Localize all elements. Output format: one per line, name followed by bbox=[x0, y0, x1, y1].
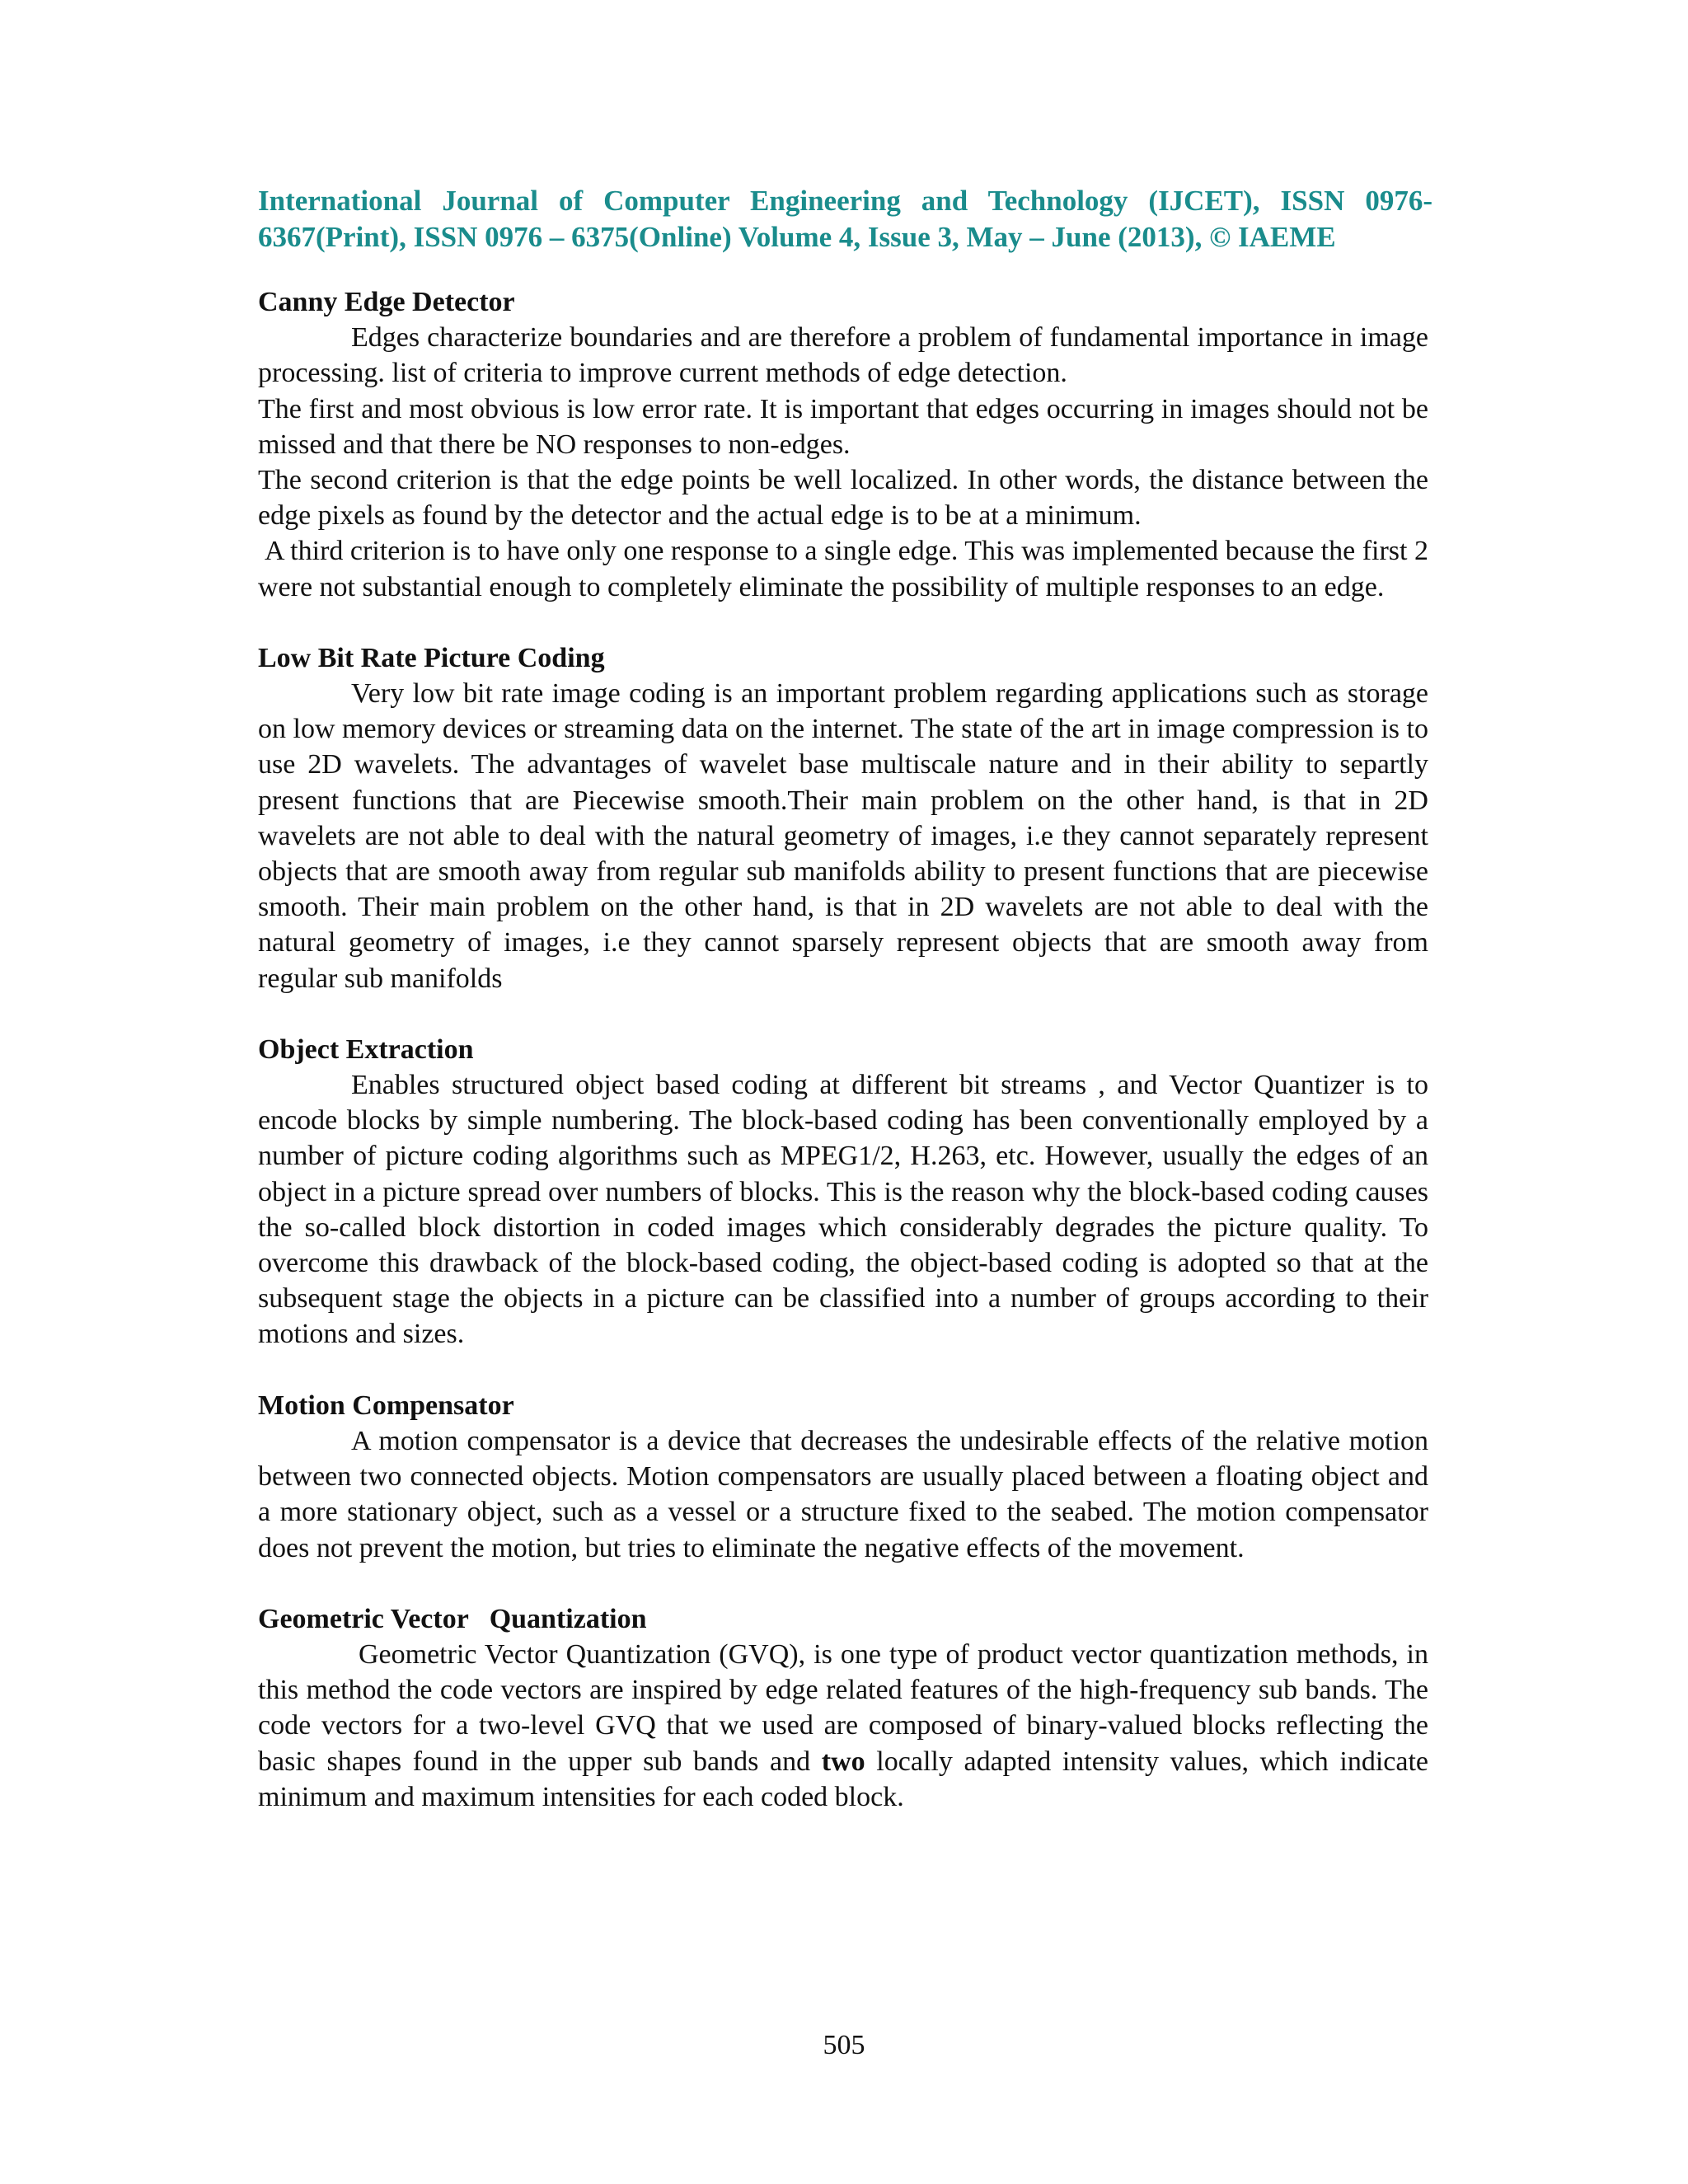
section-motion-compensator bbox=[258, 1388, 1428, 1566]
section-heading: Canny Edge Detector bbox=[258, 287, 515, 317]
section-heading: Object Extraction bbox=[258, 1033, 474, 1065]
paragraph: Very low bit rate image coding is an important problem regarding applications such as storage on low memory devices or streaming data on the internet. The state of the art in image compression is to use 2D wavelets. The advantages of wavelet base multiscale nature and in their ability to separtly present functions that are Piecewise smooth.Their main problem on the other hand, is that in 2D wavelets are not able to deal with the natural geometry of images, i.e they cannot separately represent objects that are smooth away from regular sub manifolds ability to present functions that are piecewise smooth. Their main problem on the other hand, is that in 2D wavelets are not able to deal with the natural geometry of images, i.e they cannot sparsely represent objects that are smooth away from regular sub manifolds bbox=[258, 678, 1428, 994]
paragraph: Edges characterize boundaries and are therefore a problem of fundamental importance in image processing. list of criteria to improve current methods of edge detection. bbox=[258, 322, 1428, 389]
page-number: 505 bbox=[823, 2030, 865, 2060]
bold-emphasis: two bbox=[821, 1746, 865, 1777]
article-body bbox=[258, 284, 1428, 1815]
paragraph: The second criterion is that the edge points be well localized. In other words, the distance between the edge pixels as found by the detector and the actual edge is to be at a minimum. bbox=[258, 465, 1428, 532]
section-canny-edge-detector bbox=[258, 284, 1428, 605]
paragraph-text: Geometric Vector Quantization (GVQ), is one type of product vector quantization methods, in this method the code vectors are inspired by edge related features of the high-frequency sub bands. The code vectors for a two-level GVQ that we used are composed of binary-valued blocks reflecting the basic shapes found in the upper sub bands and bbox=[258, 1638, 1428, 1777]
section-heading: Geometric Vector Quantization bbox=[258, 1603, 647, 1634]
paragraph: A third criterion is to have only one response to a single edge. This was implemented because the first 2 were not substantial enough to completely eliminate the possibility of multiple responses to an edge. bbox=[258, 536, 1428, 602]
journal-header: International Journal of Computer Engineering and Technology (IJCET), ISSN 0976-6367(Print), ISSN 0976 – 6375(Online) Volume 4, Issue 3, May – June (2013), © IAEME bbox=[258, 185, 1432, 253]
section-object-extraction bbox=[258, 1032, 1428, 1352]
paragraph: A motion compensator is a device that decreases the undesirable effects of the relative motion between two connected objects. Motion compensators are usually placed between a floating object and a more stationary object, such as a vessel or a structure fixed to the seabed. The motion compensator does not prevent the motion, but tries to eliminate the negative effects of the movement. bbox=[258, 1425, 1428, 1563]
paragraph: The first and most obvious is low error rate. It is important that edges occurring in images should not be missed and that there be NO responses to non-edges. bbox=[258, 393, 1428, 460]
section-low-bit-rate-picture-coding bbox=[258, 640, 1428, 996]
section-heading: Low Bit Rate Picture Coding bbox=[258, 642, 605, 673]
paragraph-text: locally adapted intensity values, which indicate minimum and maximum intensities for each coded block. bbox=[258, 1746, 1428, 1812]
paragraph bbox=[258, 1637, 1428, 1815]
section-heading: Motion Compensator bbox=[258, 1390, 514, 1421]
paragraph: Enables structured object based coding at different bit streams , and Vector Quantizer is to encode blocks by simple numbering. The block-based coding has been conventionally employed by a number of picture coding algorithms such as MPEG1/2, H.263, etc. However, usually the edges of an object in a picture spread over numbers of blocks. This is the reason why the block-based coding causes the so-called block distortion in coded images which considerably degrades the picture quality. To overcome this drawback of the block-based coding, the object-based coding is adopted so that at the subsequent stage the objects in a picture can be classified into a number of groups according to their motions and sizes. bbox=[258, 1070, 1428, 1350]
section-geometric-vector-quantization bbox=[258, 1601, 1428, 1815]
